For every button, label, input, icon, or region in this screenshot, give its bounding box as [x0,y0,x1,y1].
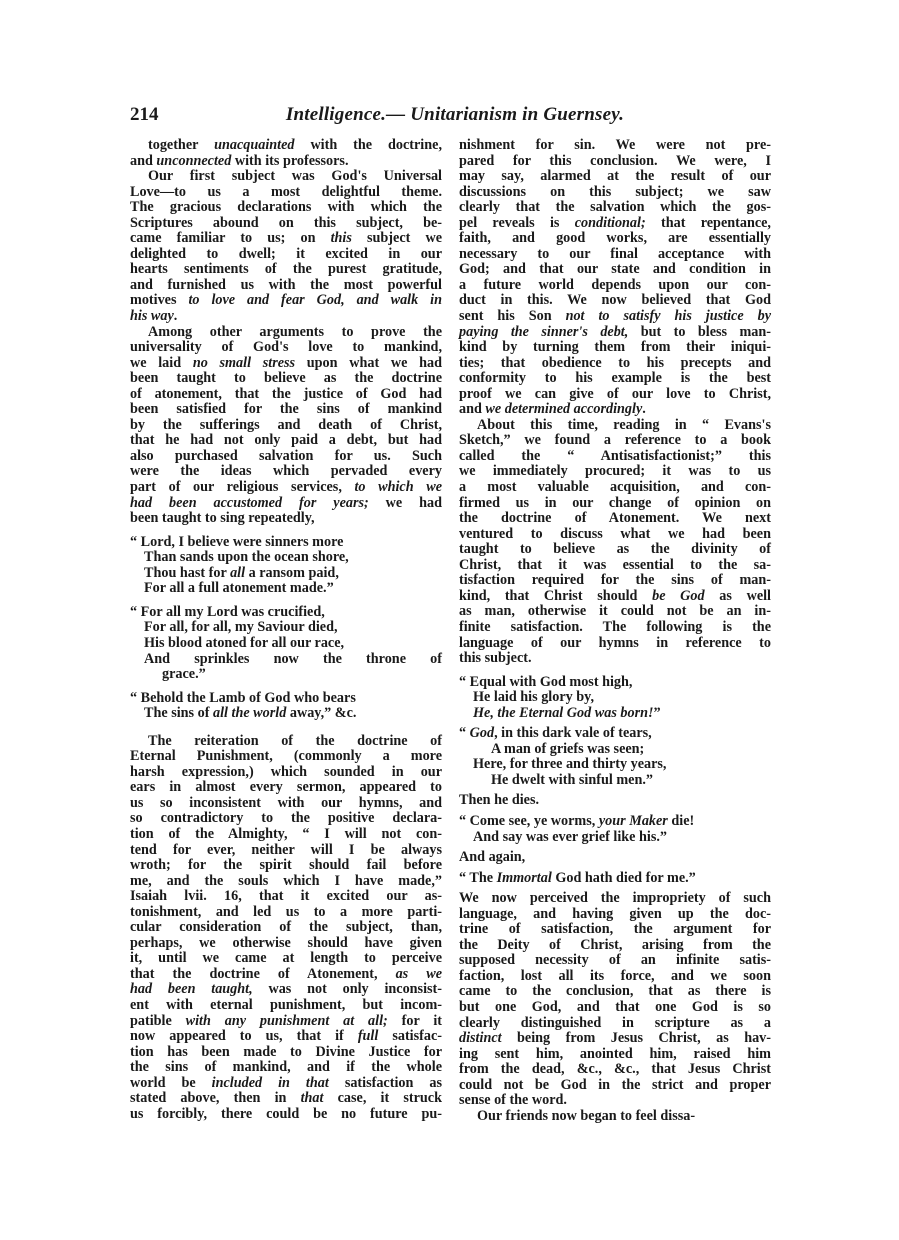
text-line: Eternal Punishment, (commonly a more [130,748,442,765]
text-line: been satisfied for the sins of mankind [130,401,442,418]
verse-line: “ Lord, I believe were sinners more [130,533,344,550]
hymn-verse [459,814,771,845]
text-line: sense of the word. [459,1092,567,1109]
text-line: We now perceived the impropriety of such [459,890,771,907]
text-line: Among other arguments to prove the [148,323,442,340]
verse-line: Here, for three and thirty years, [473,756,667,773]
text-line: came familiar to us; on this subject we [130,230,442,247]
verse-line: “ Behold the Lamb of God who bears [130,689,356,706]
verse-line: “ The Immortal God hath died for me.” [459,869,696,886]
text-line: may say, alarmed at the result of our [459,168,771,185]
text-line: Love—to us a most delightful theme. [130,183,442,200]
text-line: part of our religious services, to which we [130,479,442,496]
text-line: had been taught, was not only inconsist- [130,981,442,998]
text-line: us so inconsistent with our hymns, and [130,794,442,811]
page-number: 214 [130,104,159,125]
verse-line: And sprinkles now the throne of [144,650,442,667]
text-line: so contradictory to the positive declara- [130,810,442,827]
hymn-verse [459,675,771,722]
hymn-verse [130,605,442,683]
verse-line: “ God, in this dark vale of tears, [459,725,652,742]
verse-line: For all, for all, my Saviour died, [144,619,338,636]
verse-line: For all a full atonement made.” [144,580,334,597]
text-line: us forcibly, there could be no future pu- [130,1105,442,1122]
text-line: Isaiah lvii. 16, that it excited our as- [130,888,442,905]
paragraph-block [130,734,442,1123]
text-line: me, and the souls which I have made,” [130,872,442,889]
text-line: we immediately procured; it was to us [459,463,771,480]
text-line: discussions on this subject; we saw [459,183,771,200]
text-line: ventured to discuss what we had been [459,525,771,542]
text-line: ties; that obedience to his precepts and [459,354,771,371]
text-line: Then he dies. [459,792,540,809]
text-line: The reiteration of the doctrine of [148,732,442,749]
text-line: The gracious declarations with which the [130,199,442,216]
text-line: cular consideration of the subject, than, [130,919,442,936]
text-line: sent his Son not to satisfy his justice by [459,308,771,325]
text-line: it, until we came at length to perceive [130,950,442,967]
text-line: now appeared to us, that if full satisfac- [130,1028,442,1045]
text-line: been taught to believe as the doctrine [130,370,442,387]
text-line: proof we can give of our love to Christ, [459,385,771,402]
text-line: necessary to our final acceptance with [459,245,771,262]
text-line: harsh expression,) which sounded in our [130,763,442,780]
text-line: patible with any punishment at all; for it [130,1012,443,1029]
text-line: language, and having given up the doc- [459,905,771,922]
text-line: tion has been made to Divine Justice for [130,1043,442,1060]
verse-line: “ For all my Lord was crucified, [130,603,325,620]
text-line: supposed necessity of an infinite satis- [459,952,771,969]
text-line: the sins of mankind, and if the whole [130,1059,442,1076]
text-line: conformity to his example is the best [459,370,771,387]
verse-line: His blood atoned for all our race, [144,634,345,651]
text-line: faction, lost all its force, and we soon [459,967,771,984]
text-line: came to the conclusion, that as there is [459,983,771,1000]
text-line: hearts sentiments of the purest gratitude, [130,261,442,278]
running-title: Intelligence.— Unitarianism in Guernsey. [285,104,625,125]
verse-line: Than sands upon the ocean shore, [144,549,349,566]
text-line: kind by turning them from their iniqui- [459,339,771,356]
text-line: firmed us in our change of opinion on [459,494,771,511]
text-line: kind, that Christ should be God as well [459,587,772,604]
text-line: God; and that our state and condition in [459,261,771,278]
text-line: by the sufferings and death of Christ, [130,416,442,433]
hymn-verse [459,871,771,887]
text-line: taught to believe as the divinity of [459,541,771,558]
text-line: paying the sinner's debt, but to bless man- [459,323,771,340]
text-line: his way. [130,308,178,325]
text-line: could not be God in the strict and proper [459,1076,771,1093]
text-line: Sketch,” we found a reference to a book [459,432,771,449]
text-line: were the ideas which pervaded every [130,463,442,480]
hymn-verse [130,691,442,722]
text-line: language of our hymns in reference to [459,634,771,651]
text-line: this subject. [459,650,532,667]
verse-line: Thou hast for all a ransom paid, [144,564,339,581]
verse-line: A man of griefs was seen; [491,740,645,757]
verse-line: He dwelt with sinful men.” [491,771,653,788]
text-line: together unacquainted with the doctrine, [148,137,442,153]
text-line: of atonement, that the justice of God had [130,385,442,402]
text-line: and unconnected with its professors. [130,152,349,169]
text-line: pared for this conclusion. We were, I [459,152,771,169]
text-line: stated above, then in that case, it struck [130,1090,442,1107]
text-line: clearly distinguished in scripture as a [459,1014,771,1031]
text-line: delighted to dwell; it excited in our [130,245,442,262]
verse-line: grace.” [162,666,206,683]
hymn-verse [459,726,771,788]
text-line: the doctrine of Atonement. We next [459,510,771,527]
text-line: that the doctrine of Atonement, as we [130,965,442,982]
text-line: tend for ever, neither will I be always [130,841,442,858]
text-line: finite satisfaction. The following is the [459,618,771,635]
text-line: perhaps, we otherwise should have given [130,934,442,951]
text-line: tonishment, and led us to a more parti- [130,903,442,920]
text-line: from the dead, &c., &c., that Jesus Christ [459,1061,771,1078]
text-line: motives to love and fear God, and walk in [130,292,442,309]
left-column [130,138,442,1122]
paragraph-block [130,138,442,527]
text-line: ears in almost every sermon, appeared to [130,779,442,796]
text-line: pel reveals is conditional; that repentance, [459,214,771,231]
verse-line: The sins of all the world away,” &c. [144,705,357,722]
text-line: and furnished us with the most powerful [130,276,442,293]
text-line: Christ, that it was essential to the sa- [459,556,771,573]
text-line: world be included in that satisfaction as [130,1074,442,1091]
text-line: wroth; for the spirit should fail before [130,857,442,874]
text-line: Our friends now began to feel dissa- [477,1107,696,1124]
text-line: called the “ Antisatisfactionist;” this [459,447,771,464]
hymn-verse [130,535,442,597]
text-line: that he had not only paid a debt, but had [130,432,442,449]
paragraph-block [459,891,771,1124]
text-line: ent with eternal punishment, but incom- [130,996,442,1013]
text-line: been taught to sing repeatedly, [130,510,315,527]
text-line: duct in this. We now believed that God [459,292,771,309]
text-line: trine of satisfaction, the argument for [459,921,771,938]
text-line: a future world depends upon our con- [459,276,771,293]
text-line: the Deity of Christ, arising from the [459,936,771,953]
text-line: but one God, and that one God is so [459,998,771,1015]
text-line: ing sent him, anointed him, raised him [459,1045,771,1062]
text-line: and we determined accordingly. [459,401,646,418]
text-line: universality of God's love to mankind, [130,339,442,356]
paragraph-block [459,138,771,667]
page-header [130,104,780,128]
right-column [459,138,771,1124]
text-line: we laid no small stress upon what we had [130,354,442,371]
text-line: had been accustomed for years; we had [130,494,443,511]
verse-line: “ Come see, ye worms, your Maker die! [459,812,695,829]
text-line: a most valuable acquisition, and con- [459,479,771,496]
text-line: Our first subject was God's Universal [148,168,442,185]
text-line: And again, [459,849,526,866]
text-line: tion of the Almighty, “ I will not con- [130,825,442,842]
verse-line: He laid his glory by, [473,689,595,706]
verse-line: “ Equal with God most high, [459,673,633,690]
text-line: tisfaction required for the sins of man- [459,572,771,589]
text-line: also purchased salvation for us. Such [130,447,442,464]
text-line: About this time, reading in “ Evans's [477,416,771,433]
text-line: nishment for sin. We were not pre- [459,137,771,153]
verse-line: And say was ever grief like his.” [473,828,668,845]
text-line: as man, otherwise it could not be an in- [459,603,771,620]
verse-line: He, the Eternal God was born!” [473,704,661,721]
text-line: Scriptures abound on this subject, be- [130,214,442,231]
text-line: clearly that the salvation which the gos- [459,199,771,216]
text-line: distinct being from Jesus Christ, as hav- [459,1030,771,1047]
text-line: faith, and good works, are essentially [459,230,771,247]
